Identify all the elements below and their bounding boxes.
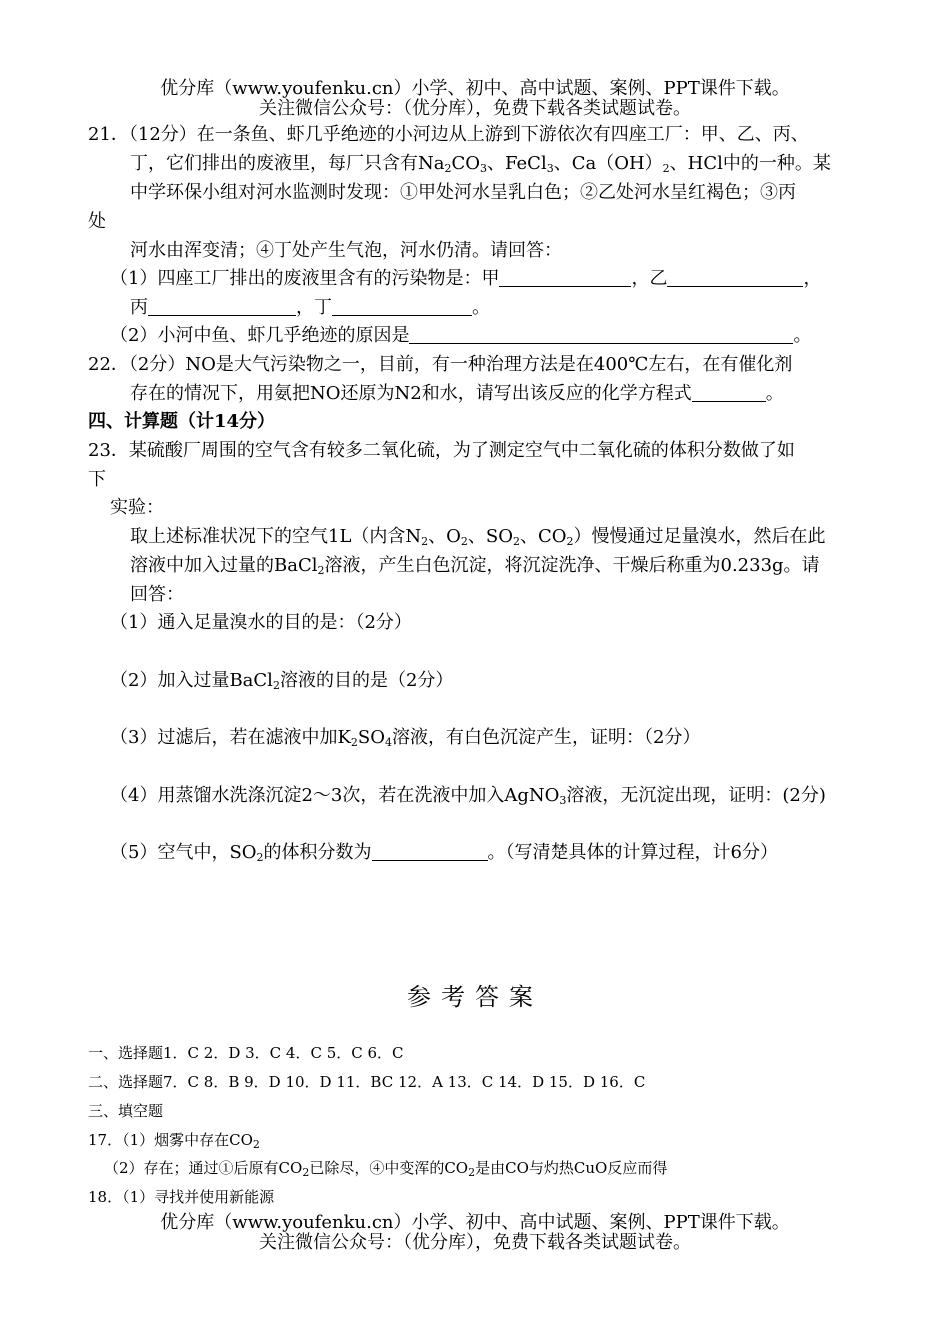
q22-line-1: 22．（2分）NO是大气污染物之一，目前，有一种治理方法是在400℃左右，在有催化剂 bbox=[88, 354, 793, 375]
q23-sub-5: （5）空气中，$SO_2$的体积分数为 。（写清楚具体的计算过程，计6分） bbox=[110, 842, 778, 864]
answer-blank-ding[interactable] bbox=[332, 297, 472, 316]
q23-sub-4: （4）用蒸馏水洗涤沉淀2～3次，若在洗液中加入AgNO$_3$溶液，无沉淀出现，证明：(2分) bbox=[110, 785, 826, 807]
header-line-2: 关注微信公众号：（优分库），免费下载各类试题试卷。 bbox=[259, 98, 691, 119]
answer-blank-reason[interactable] bbox=[409, 325, 793, 344]
q21-part-2: （2）小河中鱼、虾几乎绝迹的原因是 。 bbox=[110, 325, 812, 346]
q23-sub-3: （3）过滤后，若在滤液中加$K_2SO_4$溶液，有白色沉淀产生，证明：（2分） bbox=[110, 727, 701, 749]
answers-line-4: 17．（1）烟雾中存在$CO_2$ bbox=[88, 1131, 260, 1151]
q21-line-5: 河水由浑变清；④丁处产生气泡，河水仍清。请回答： bbox=[130, 240, 562, 261]
q21-line-1: 21．（12分）在一条鱼、虾几乎绝迹的小河边从上游到下游依次有四座工厂：甲、乙、丙、 bbox=[88, 124, 809, 145]
answer-blank-jia[interactable] bbox=[499, 268, 631, 287]
q23-sub-1: （1）通入足量溴水的目的是：（2分） bbox=[110, 612, 412, 633]
answers-line-2: 二、选择题7．C 8．B 9．D 10．D 11．BC 12．A 13．C 14．D 15．D 16．C bbox=[88, 1073, 646, 1091]
q21-line-2: 丁，它们排出的废液里，每厂只含有$Na_2CO_3$、FeCl$_3$、$Ca(OH)_2$、HCl中的一种。某 bbox=[130, 153, 831, 175]
q23-sub-2: （2）加入过量BaCl$_2$溶液的目的是（2分） bbox=[110, 670, 454, 692]
footer-line-1: 优分库（www.youfenku.cn）小学、初中、高中试题、案例、PPT课件下载。 bbox=[160, 1212, 790, 1233]
q22-line-2: 存在的情况下，用氨把NO还原为N2和水，请写出该反应的化学方程式 。 bbox=[130, 383, 784, 404]
q23-line-6: 回答： bbox=[130, 584, 184, 605]
answers-line-3: 三、填空题 bbox=[88, 1102, 164, 1120]
q23-line-5: 溶液中加入过量的BaCl$_2$溶液，产生白色沉淀，将沉淀洗净、干燥后称重为0.233g。请 bbox=[130, 555, 820, 577]
q21-line-4: 处 bbox=[88, 211, 106, 232]
section-4-heading: 四、计算题（计14分） bbox=[88, 411, 276, 432]
header-line-1: 优分库（www.youfenku.cn）小学、初中、高中试题、案例、PPT课件下载。 bbox=[160, 78, 790, 99]
q23-line-4: 取上述标准状况下的空气1L（内含$N_2$、$O_2$、$SO_2$、$CO_2$）慢慢通过足量溴水，然后在此 bbox=[130, 526, 826, 548]
answers-line-1: 一、选择题1．C 2．D 3．C 4．C 5．C 6．C bbox=[88, 1044, 404, 1062]
q23-line-1: 23．某硫酸厂周围的空气含有较多二氧化硫，为了测定空气中二氧化硫的体积分数做了如 bbox=[88, 440, 795, 461]
q21-part-1: （1）四座工厂排出的废液里含有的污染物是：甲 ，乙 ， bbox=[110, 268, 822, 289]
answer-blank-so2-fraction[interactable] bbox=[372, 842, 488, 861]
q23-line-3: 实验： bbox=[110, 497, 164, 518]
answer-blank-yi[interactable] bbox=[667, 268, 803, 287]
q21-part-1-cont: 丙 ，丁 。 bbox=[130, 297, 490, 318]
q21-line-3: 中学环保小组对河水监测时发现：①甲处河水呈乳白色；②乙处河水呈红褐色；③丙 bbox=[130, 182, 796, 203]
answer-blank-bing[interactable] bbox=[148, 297, 296, 316]
answer-blank-equation[interactable] bbox=[692, 383, 766, 402]
footer-line-2: 关注微信公众号：（优分库），免费下载各类试题试卷。 bbox=[259, 1232, 691, 1253]
q23-line-2: 下 bbox=[88, 469, 106, 490]
answers-title: 参考答案 bbox=[407, 983, 543, 1011]
answers-line-6: 18．（1）寻找并使用新能源 bbox=[88, 1188, 275, 1206]
answers-line-5: （2）存在；通过①后原有$CO_2$已除尽，④中变浑的$CO_2$是由CO与灼热CuO反应而得 bbox=[104, 1159, 668, 1179]
